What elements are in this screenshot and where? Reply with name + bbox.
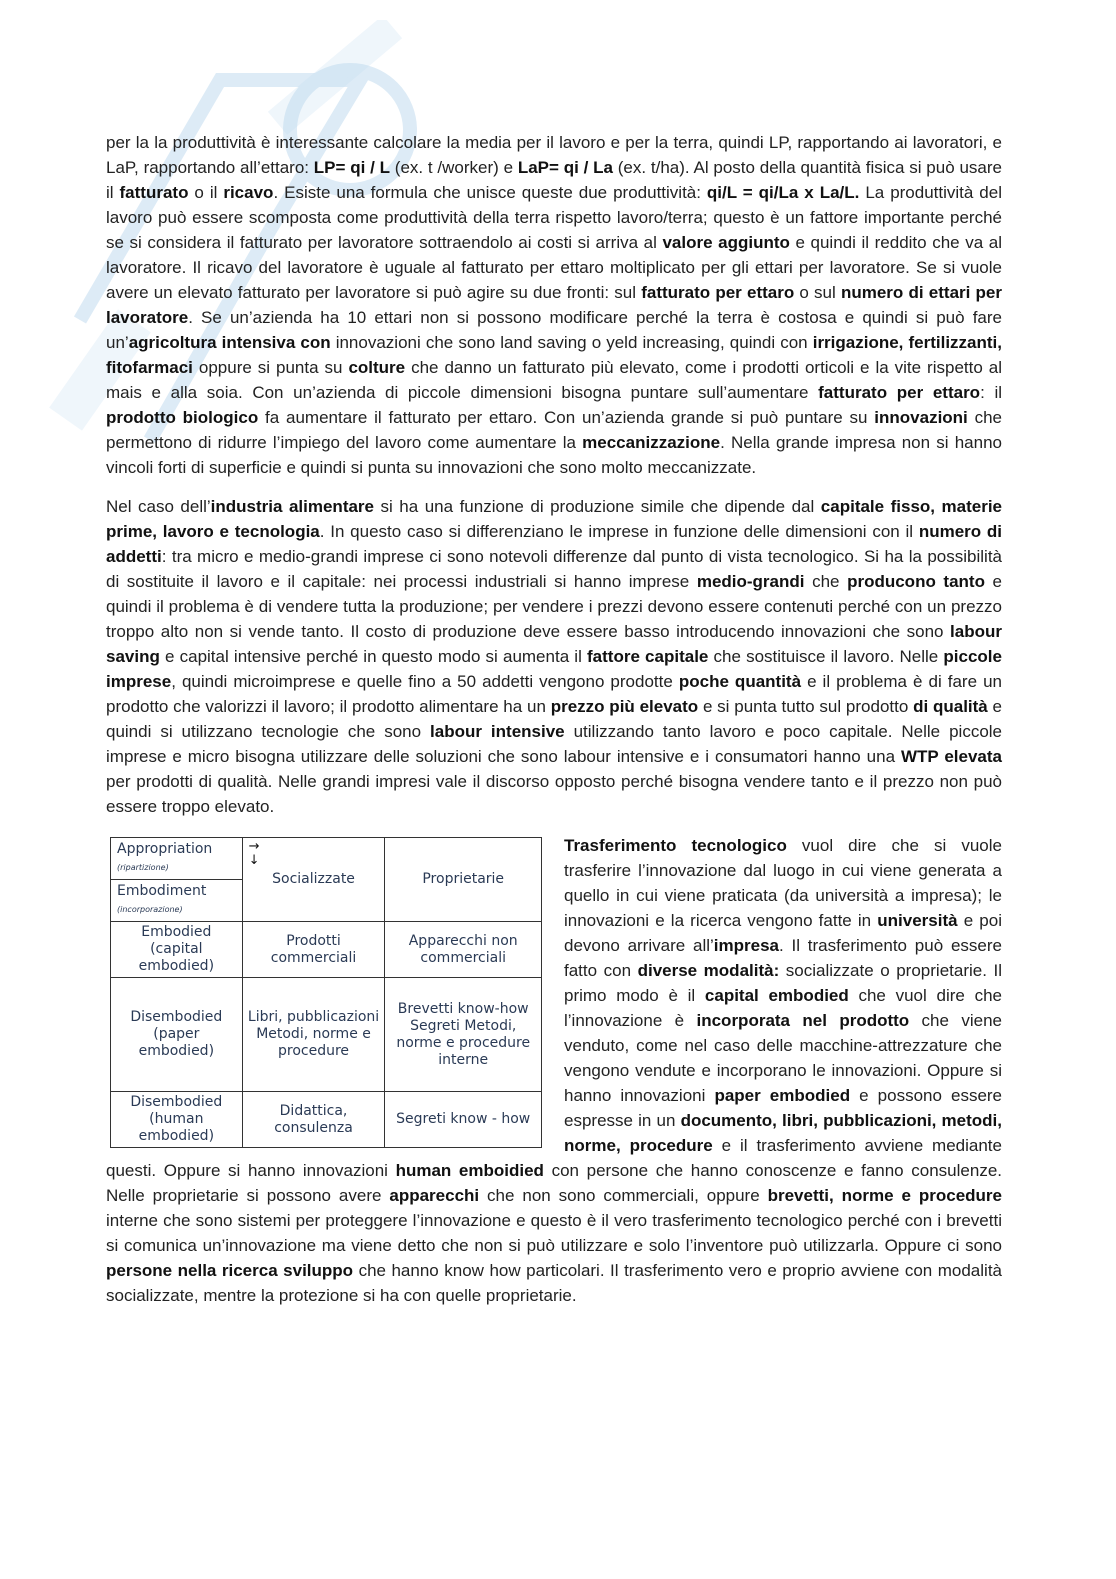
bold-term: qi/L = qi/La x La/L. [706,183,860,202]
arrows-icon: → ↓ [248,839,260,868]
text-run: per prodotti di qualità. Nelle grandi impresi vale il discorso opposto perché bisogna vendere tanto e il prezzo non può essere troppo elevato. [106,772,1002,816]
table-cell: Segreti know - how [385,1092,542,1148]
bold-term: documento, libri, pubblicazioni, metodi, norme, procedure [564,1111,1002,1155]
text-run: che vuol dire che l’innovazione è [564,986,1002,1030]
transfer-modes-table [110,837,542,1148]
text-run: , quindi microimprese e quelle fino a 50 addetti vengono prodotte [171,672,679,691]
text-run: che danno un fatturato più elevato, come i prodotti orticoli e la vite rispetto al mais e alla soia. Con un’azienda di piccole dimensioni bisogna puntare sull’aumentare [106,358,1002,402]
text-run: che viene venduto, come nel caso delle macchine-attrezzature che vengono vendute e incorporano le innovazioni. Oppure si hanno innovazioni [564,1011,1002,1105]
column-header-proprietarie: Proprietarie [385,838,542,922]
bold-term: persone nella ricerca sviluppo [106,1261,354,1280]
row-label: Disembodied (human embodied) [111,1092,243,1148]
text-run: che permettono di ridurre l’impiego del lavoro come aumentare la [106,408,1002,452]
appropriation-label: Appropriation (ripartizione) [117,841,213,872]
bold-term: innovazioni [874,408,968,427]
bold-term: numero di addetti [106,522,1003,566]
text-run: : il [980,383,1003,402]
text-run: (ex. t/ha). Al posto della quantità fisica si può usare il [106,158,1002,202]
text-run: fa aumentare il fatturato per ettaro. Con un’azienda grande si può puntare su [258,408,875,427]
table-cell: Prodotti commerciali [242,922,385,978]
bold-term: valore aggiunto [662,233,790,252]
table-cell: Libri, pubblicazioni Metodi, norme e procedure [242,978,385,1092]
bold-term: meccanizzazione [582,433,721,452]
bold-term: medio-grandi [696,572,805,591]
column-header-socializzate: → ↓ Socializzate [242,838,385,922]
bold-term: labour saving [106,622,1002,666]
row-label: Embodied (capital embodied) [111,922,243,978]
table-corner-header [111,838,243,922]
bold-term: piccole imprese [106,647,1002,691]
bold-term: irrigazione, fertilizzanti, fitofarmaci [106,333,1002,377]
bold-term: fattore capitale [587,647,709,666]
tech-transfer-section [106,833,1002,1322]
text-run: socializzate o proprietarie. Il primo modo è il [564,961,1002,1005]
text-run: si ha una funzione di produzione simile che dipende dal [374,497,821,516]
text-run: Nel caso dell’ [106,497,211,516]
bold-term: poche quantità [678,672,802,691]
text-run: e capital intensive perché in questo modo si aumenta il [159,647,588,666]
text-run: (ex. t /worker) e [390,158,518,177]
text-run: e quindi il reddito che va al lavoratore. Il ricavo del lavoratore è uguale al fatturato per ettaro moltiplicato per gli ettari per lavoratore. Se si vuole avere un elevato fatturato per lavoratore si può agire su due fronti: sul [106,233,1002,302]
text-run: con persone che hanno conoscenze e fanno consulenze. Nelle proprietarie si possono avere [106,1161,1003,1205]
bold-term: numero di ettari per lavoratore [106,283,1002,327]
bold-term: di qualità [913,697,988,716]
bold-term: incorporata nel prodotto [696,1011,910,1030]
text-run: oppure si punta su [192,358,349,377]
text-run: e quindi si utilizzano tecnologie che sono [106,697,1002,741]
text-run: o il [188,183,224,202]
text-run: interne che sono sistemi per proteggere l’innovazione e questo è il vero trasferimento tecnologico perché con i brevetti si comunica un’innovazione ma viene detto che non si può utilizzare e solo l’inventore può utilizzarla. Oppure ci sono [106,1211,1002,1255]
bold-term: capitale fisso, materie prime, lavoro e tecnologia [106,497,1002,541]
bold-term: WTP elevata [900,747,1003,766]
text-run: che sostituisce il lavoro. Nelle [708,647,944,666]
bold-term: industria alimentare [210,497,375,516]
text-run: e il problema è di fare un prodotto che valorizzi il lavoro; il prodotto alimentare ha un [106,672,1002,716]
text-run: . Il trasferimento può essere fatto con [564,936,1002,980]
document-body [106,130,1002,1322]
bold-term: LP= qi / L [313,158,391,177]
bold-term: prezzo più elevato [550,697,699,716]
table-cell: Brevetti know-how Segreti Metodi, norme e procedure interne [385,978,542,1092]
text-run: utilizzando tanto lavoro e poco capitale. Nelle piccole imprese e micro bisogna utilizzare delle soluzioni che sono labour intensive e i consumatori hanno una [106,722,1002,766]
bold-term: labour intensive [430,722,565,741]
text-run: e poi devono arrivare all’ [564,911,1002,955]
row-label: Disembodied (paper embodied) [111,978,243,1092]
text-run: . In questo caso si differenziano le imprese in funzione delle dimensioni con il [319,522,919,541]
text-run: che [804,572,848,591]
bold-term: colture [348,358,406,377]
bold-term: fatturato per ettaro [818,383,981,402]
bold-term: brevetti, norme e procedure [767,1186,1003,1205]
text-run: La produttività del lavoro può essere scomposta come produttività della terra rispetto lavoro/terra; questo è un fattore importante perché se si considera il fatturato per lavoratore sottraendolo ai costi si arriva al [106,183,1002,252]
embodiment-label: Embodiment (incorporazione) [111,879,242,921]
paragraph-food-industry [106,494,1002,819]
bold-term: capital embodied [704,986,849,1005]
text-run: che non sono commerciali, oppure [479,1186,768,1205]
table-cell: Didattica, consulenza [242,1092,385,1148]
table-cell: Apparecchi non commerciali [385,922,542,978]
text-run: e il trasferimento avviene mediante questi. Oppure si hanno innovazioni [106,1136,1002,1180]
text-run: per la la produttività è interessante calcolare la media per il lavoro e per la terra, quindi LP, rapportando ai lavoratori, e LaP, rapportando all’ettaro: [106,133,1002,177]
bold-term: impresa [713,936,779,955]
bold-term: human emboidied [395,1161,544,1180]
bold-term: diverse modalità: [637,961,780,980]
paragraph-productivity [106,130,1002,480]
text-run: . Se un’azienda ha 10 ettari non si possono modificare perché la terra è costosa e quindi si può fare un’ [106,308,1002,352]
text-run: che hanno know how particolari. Il trasferimento vero e proprio avviene con modalità socializzate, mentre la protezione si ha con quelle proprietarie. [106,1261,1002,1305]
bold-term: Trasferimento tecnologico [564,836,787,855]
bold-term: apparecchi [389,1186,480,1205]
text-run: o sul [794,283,841,302]
text-run: : tra micro e medio-grandi imprese ci sono notevoli differenze dal punto di vista tecnologico. Si ha la possibilità di sostituite il lavoro e il capitale: nei processi industriali si hanno imprese [106,547,1002,591]
text-run: e si punta tutto sul prodotto [698,697,914,716]
bold-term: agricoltura intensiva con [128,333,331,352]
bold-term: LaP= qi / La [517,158,613,177]
text-run: . Nella grande impresa non si hanno vincoli forti di superficie e quindi si punta su innovazioni che sono molto meccanizzate. [106,433,1002,477]
text-run: e quindi il problema è di vendere tutta la produzione; per vendere i prezzi devono essere contenuti perché con un prezzo troppo alto non si vende tanto. Il costo di produzione deve essere basso introducendo innovazioni che sono [106,572,1003,641]
bold-term: ricavo [223,183,274,202]
bold-term: fatturato [119,183,189,202]
text-run: vuol dire che si vuole trasferire l’innovazione dal luogo in cui viene generata a quello in cui viene praticata (da università a impresa); le innovazioni e la ricerca vengono fatte in [564,836,1002,930]
bold-term: prodotto biologico [106,408,259,427]
bold-term: fatturato per ettaro [641,283,795,302]
bold-term: producono tanto [847,572,985,591]
text-run: innovazioni che sono land saving o yeld increasing, quindi con [330,333,813,352]
text-run: . Esiste una formula che unisce queste due produttività: [273,183,707,202]
text-run: e possono essere espresse in un [564,1086,1003,1130]
bold-term: università [877,911,958,930]
bold-term: paper embodied [714,1086,851,1105]
